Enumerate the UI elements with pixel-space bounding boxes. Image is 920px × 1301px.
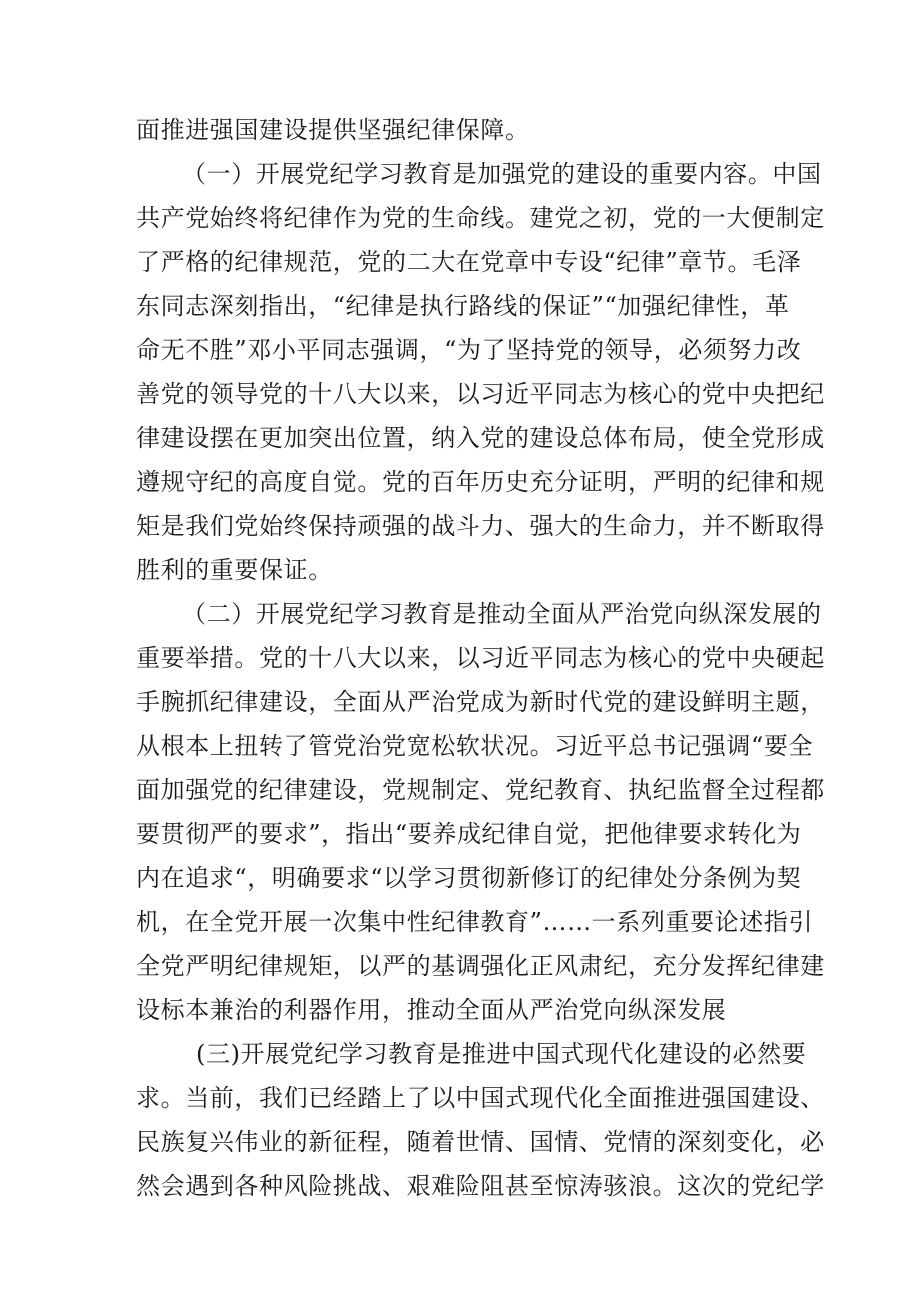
text-line: 善党的领导党的十八大以来，以习近平同志为核心的党中央把纪 bbox=[136, 380, 825, 408]
text-line: 民族复兴伟业的新征程，随着世情、国情、党情的深刻变化，必 bbox=[136, 1128, 825, 1156]
paragraph-2-heading-line: （二）开展党纪学习教育是推动全面从严治党向纵深发展的 bbox=[182, 600, 822, 628]
text-line: 矩是我们党始终保持顽强的战斗力、强大的生命力，并不断取得 bbox=[136, 512, 825, 540]
text-line: 手腕抓纪律建设，全面从严治党成为新时代党的建设鲜明主题， bbox=[136, 688, 825, 716]
text-line: 机，在全党开展一次集中性纪律教育”……一系列重要论述指引 bbox=[136, 908, 814, 936]
text-line: 重要举措。党的十八大以来，以习近平同志为核心的党中央硬起 bbox=[136, 644, 825, 672]
text-line: 胜利的重要保证。 bbox=[136, 556, 333, 584]
text-line: 要贯彻严的要求”，指出“要养成纪律自觉，把他律要求转化为 bbox=[136, 820, 802, 848]
text-line: 内在追求“，明确要求“以学习贯彻新修订的纪律处分条例为契 bbox=[136, 864, 802, 892]
paragraph-3-heading-line: (三)开展党纪学习教育是推进中国式现代化建设的必然要 bbox=[196, 1040, 807, 1068]
text-line: 求。当前，我们已经踏上了以中国式现代化全面推进强国建设、 bbox=[136, 1084, 825, 1112]
text-line: 东同志深刻指出，“纪律是执行路线的保证”“加强纪律性，革 bbox=[136, 292, 790, 320]
text-line: 然会遇到各种风险挑战、艰难险阻甚至惊涛骇浪。这次的党纪学 bbox=[136, 1172, 825, 1200]
text-line: 面推进强国建设提供坚强纪律保障。 bbox=[136, 116, 530, 144]
text-line: 命无不胜”邓小平同志强调，“为了坚持党的领导，必须努力改 bbox=[136, 336, 802, 364]
text-line: 从根本上扭转了管党治党宽松软状况。习近平总书记强调“要全 bbox=[136, 732, 814, 760]
text-line: 设标本兼治的利器作用，推动全面从严治党向纵深发展 bbox=[136, 996, 727, 1024]
text-line: 律建设摆在更加突出位置，纳入党的建设总体布局，使全党形成 bbox=[136, 424, 825, 452]
text-line: 面加强党的纪律建设，党规制定、党纪教育、执纪监督全过程都 bbox=[136, 776, 825, 804]
text-line: 遵规守纪的高度自觉。党的百年历史充分证明，严明的纪律和规 bbox=[136, 468, 825, 496]
text-line: 共产党始终将纪律作为党的生命线。建党之初，党的一大便制定 bbox=[136, 204, 825, 232]
paragraph-1-heading-line: （一）开展党纪学习教育是加强党的建设的重要内容。中国 bbox=[182, 160, 822, 188]
text-line: 了严格的纪律规范，党的二大在党章中专设“纪律”章节。毛泽 bbox=[136, 248, 802, 276]
text-line: 全党严明纪律规矩，以严的基调强化正风肃纪，充分发挥纪律建 bbox=[136, 952, 825, 980]
